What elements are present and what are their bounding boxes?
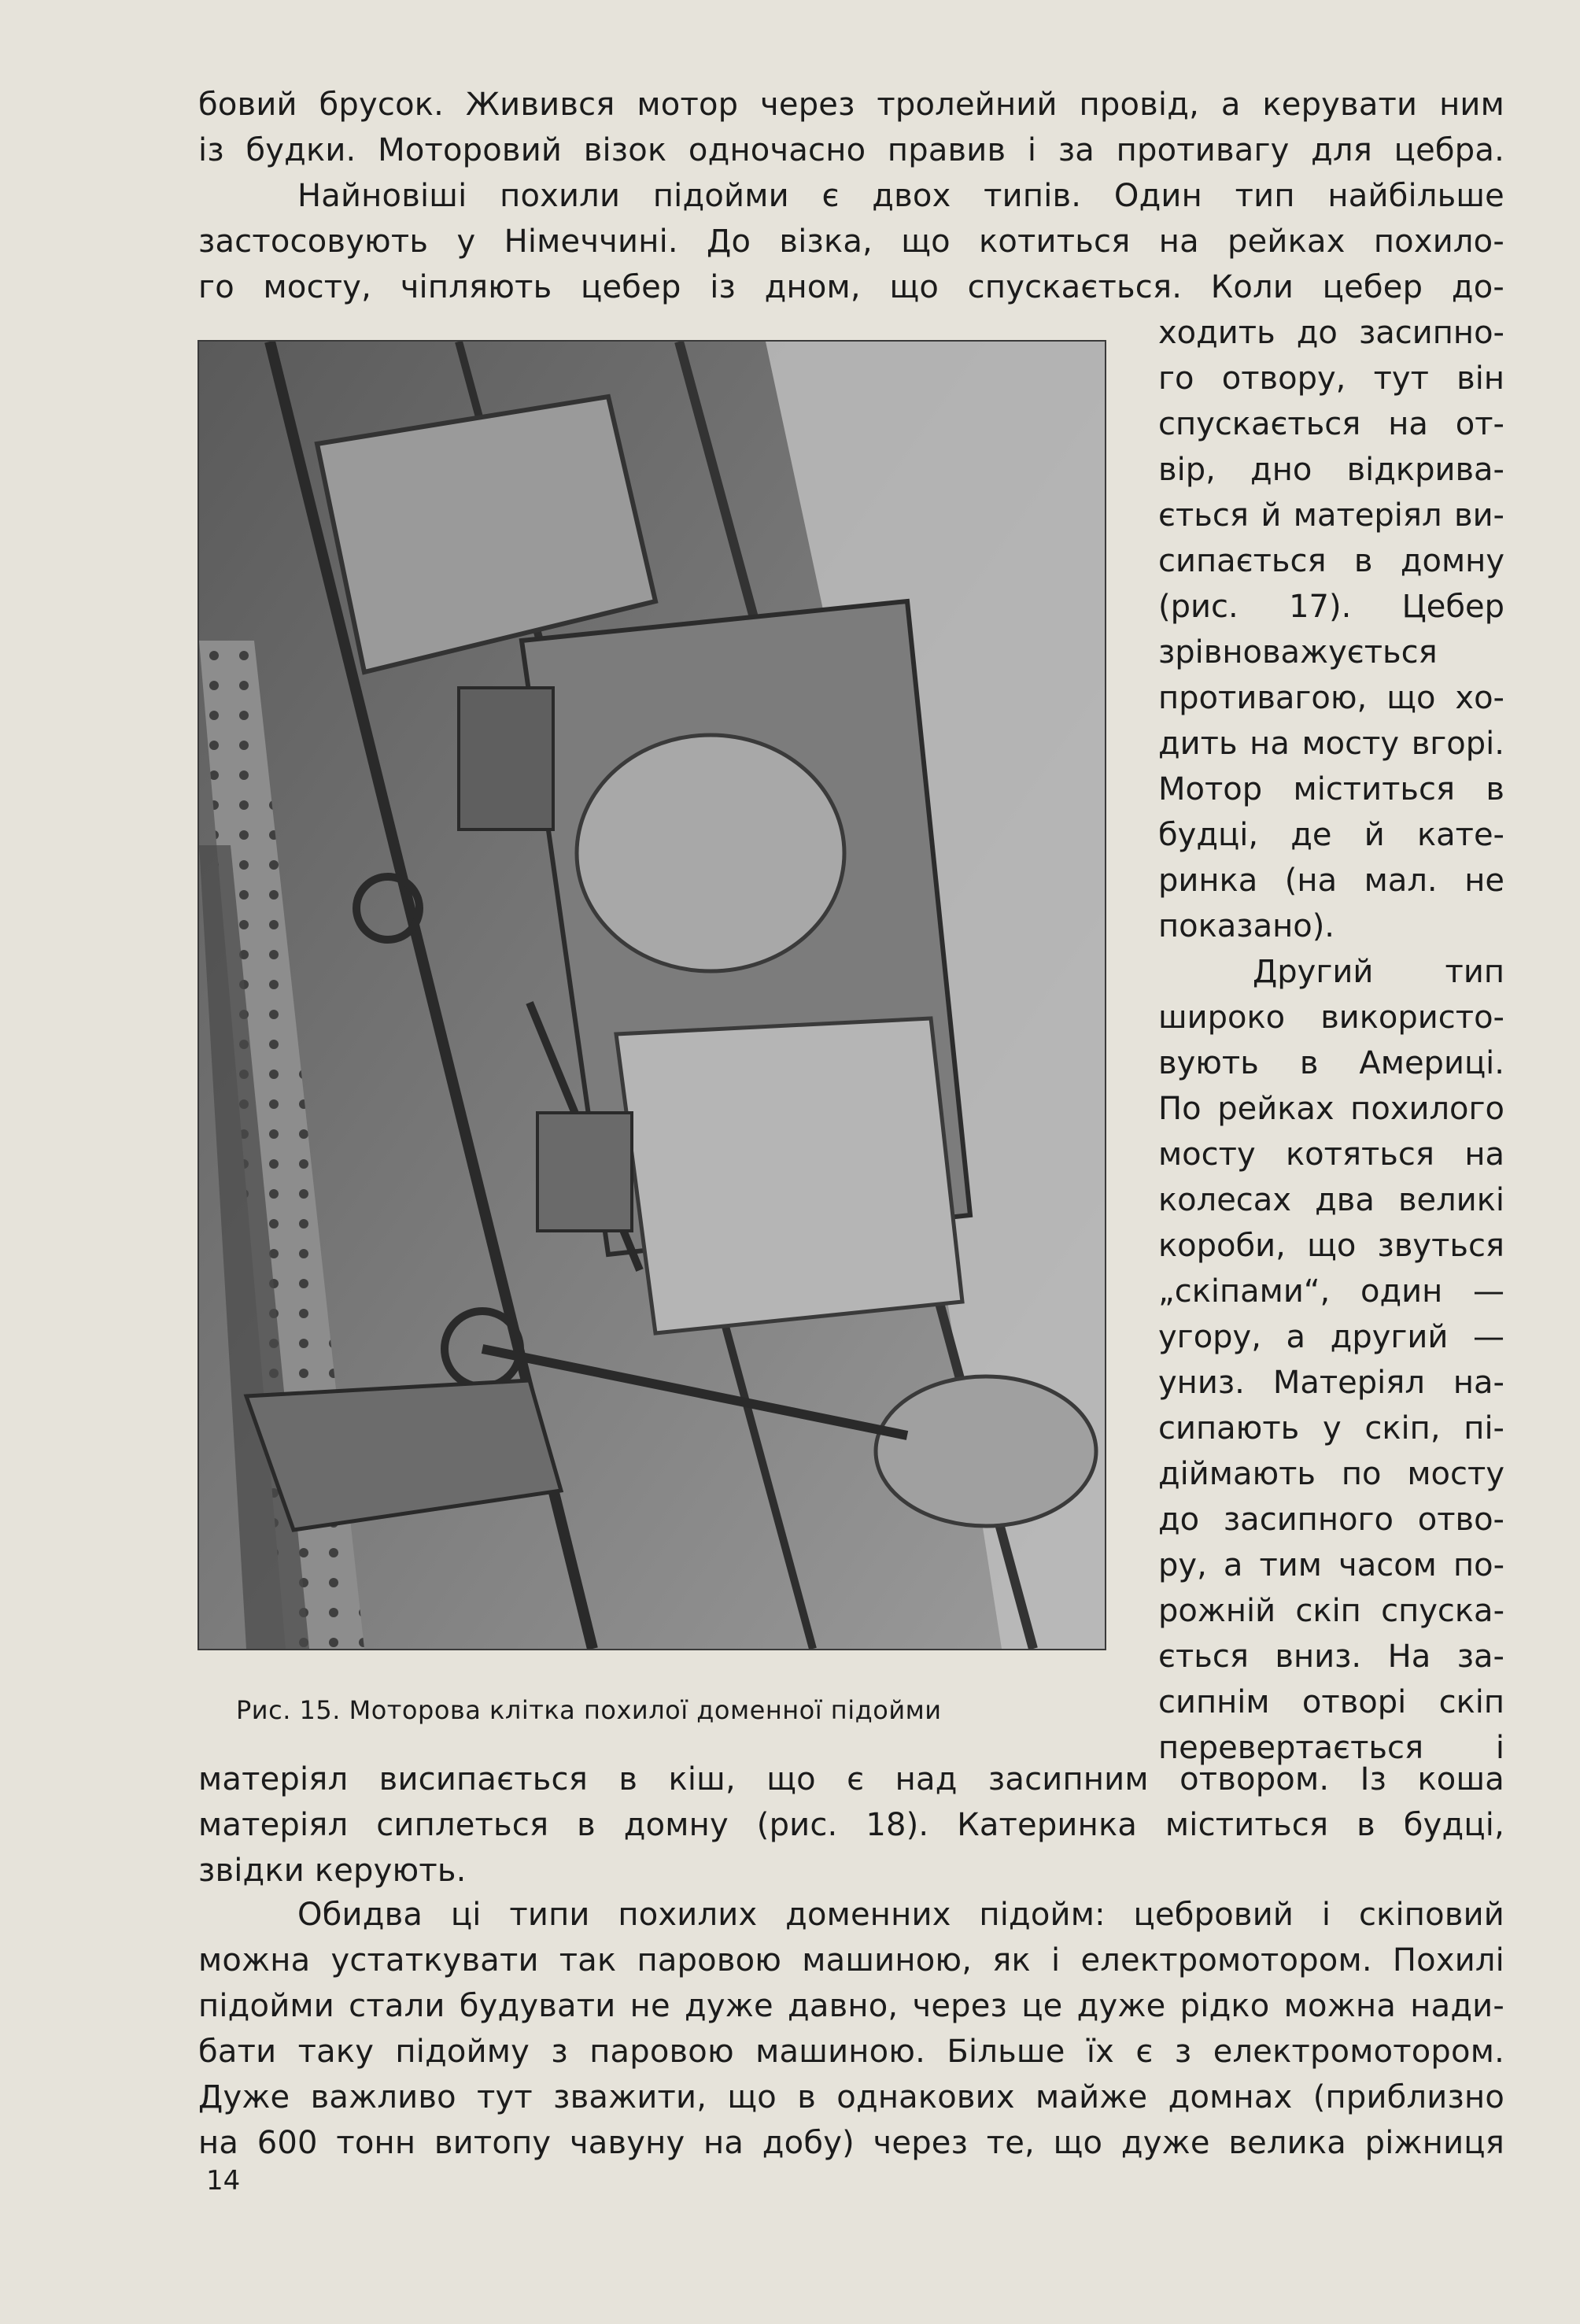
side-text-line: „скіпами“, один — — [1158, 1273, 1504, 1310]
text-line: звідки керують. — [198, 1853, 467, 1889]
side-text-line: зрівноважується — [1158, 634, 1438, 671]
side-text-line: сипнім отворі скіп — [1158, 1684, 1504, 1720]
side-text-line: ринка (на мал. не — [1158, 863, 1504, 899]
side-text-line: дить на мосту вгорі. — [1158, 726, 1504, 762]
side-text-line: сипається в домну — [1158, 543, 1504, 579]
text-line: бати таку підойму з паровою машиною. Більше їх є з електромотором. — [198, 2034, 1504, 2070]
side-text-line: спускається на от- — [1158, 406, 1504, 442]
text-line: на 600 тонн витопу чавуну на добу) через те, що дуже велика ріжниця — [198, 2125, 1504, 2161]
side-text-line: униз. Матеріял на- — [1158, 1365, 1504, 1401]
text-line: матеріял висипається в кіш, що є над засипним отвором. Із коша — [198, 1761, 1504, 1797]
paragraph-start-line: Обидва ці типи похилих доменних підойм: цебровий і скіповий — [297, 1897, 1504, 1933]
page-number: 14 — [206, 2165, 241, 2197]
side-text-line: вір, дно відкрива- — [1158, 452, 1504, 488]
side-text-line: сипають у скіп, пі- — [1158, 1410, 1504, 1446]
text-line: можна устаткувати так паровою машиною, як і електромотором. Похилі — [198, 1942, 1504, 1979]
side-paragraph-start-line: Другий тип — [1253, 954, 1504, 990]
side-text-line: мосту котяться на — [1158, 1136, 1504, 1173]
side-text-line: ється й матеріял ви- — [1158, 497, 1504, 534]
side-text-line: короби, що звуться — [1158, 1228, 1504, 1264]
side-text-line: рожній скіп спуска- — [1158, 1593, 1504, 1629]
text-line: Дуже важливо тут зважити, що в однакових майже домнах (приблизно — [198, 2079, 1504, 2115]
text-line: підойми стали будувати не дуже давно, через це дуже рідко можна нади- — [198, 1988, 1504, 2024]
side-text-line: колесах два великі — [1158, 1182, 1504, 1218]
side-text-line: (рис. 17). Цебер — [1158, 589, 1504, 625]
text-line: із будки. Моторовий візок одночасно правив і за противагу для цебра. — [198, 132, 1504, 168]
side-text-line: угору, а другий — — [1158, 1319, 1504, 1355]
figure-photo-motor-cage — [198, 340, 1106, 1650]
paragraph-start-line: Найновіші похили підойми є двох типів. Один тип найбільше — [297, 178, 1504, 214]
text-line: застосовують у Німеччині. До візка, що котиться на рейках похило- — [198, 224, 1504, 260]
side-text-line: го отвору, тут він — [1158, 360, 1504, 397]
side-text-line: перевертається і — [1158, 1730, 1504, 1766]
text-line: бовий брусок. Живився мотор через тролейний провід, а керувати ним — [198, 87, 1504, 123]
side-text-line: ру, а тим часом по- — [1158, 1547, 1504, 1583]
text-line: матеріял сиплеться в домну (рис. 18). Катеринка міститься в будці, — [198, 1807, 1504, 1843]
side-text-line: вують в Америці. — [1158, 1045, 1504, 1081]
figure-caption: Рис. 15. Моторова клітка похилої доменної підойми — [236, 1695, 942, 1725]
side-text-line: показано). — [1158, 908, 1335, 944]
side-text-line: ється вниз. На за- — [1158, 1639, 1504, 1675]
side-text-line: Мотор міститься в — [1158, 771, 1504, 807]
side-text-line: діймають по мосту — [1158, 1456, 1504, 1492]
side-text-line: широко використо- — [1158, 999, 1504, 1036]
side-text-line: противагою, що хо- — [1158, 680, 1504, 716]
side-text-line: будці, де й кате- — [1158, 817, 1504, 853]
side-text-line: ходить до засипно- — [1158, 315, 1504, 351]
text-line: го мосту, чіпляють цебер із дном, що спускається. Коли цебер до- — [198, 269, 1504, 305]
side-text-line: до засипного отво- — [1158, 1502, 1504, 1538]
side-text-line: По рейках похилого — [1158, 1091, 1504, 1127]
photo-illustration — [199, 342, 1105, 1649]
